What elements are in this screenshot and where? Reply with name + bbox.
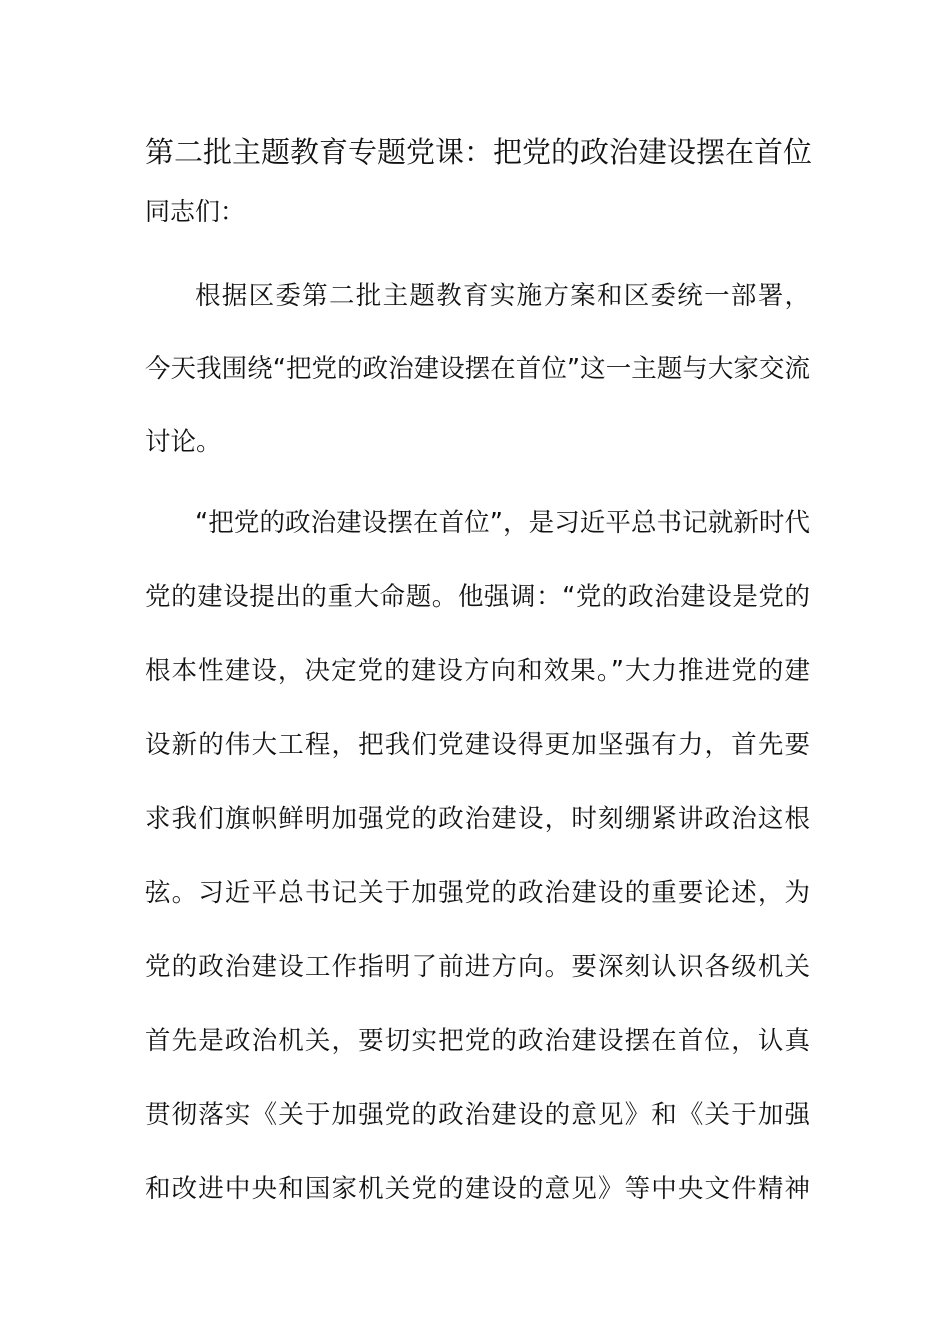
paragraph-2-line-3: 根本性建设，决定党的建设方向和效果。”大力推进党的建 — [145, 656, 810, 686]
document-title: 第二批主题教育专题党课：把党的政治建设摆在首位 — [145, 135, 813, 169]
paragraph-2-line-9: 贯彻落实《关于加强党的政治建设的意见》和《关于加强 — [145, 1100, 810, 1130]
paragraph-2-line-1: “把党的政治建设摆在首位”，是习近平总书记就新时代 — [195, 508, 810, 538]
salutation: 同志们： — [145, 197, 246, 226]
paragraph-2-line-2: 党的建设提出的重大命题。他强调：“党的政治建设是党的 — [145, 582, 810, 612]
paragraph-1-line-2: 今天我围绕“把党的政治建设摆在首位”这一主题与大家交流 — [145, 354, 810, 384]
paragraph-2-line-6: 弦。习近平总书记关于加强党的政治建设的重要论述，为 — [145, 878, 810, 908]
paragraph-2-line-10: 和改进中央和国家机关党的建设的意见》等中央文件精神 — [145, 1174, 810, 1204]
paragraph-2-line-5: 求我们旗帜鲜明加强党的政治建设，时刻绷紧讲政治这根 — [145, 804, 810, 834]
paragraph-1-line-1: 根据区委第二批主题教育实施方案和区委统一部署， — [195, 281, 810, 311]
paragraph-2-line-8: 首先是政治机关，要切实把党的政治建设摆在首位，认真 — [145, 1026, 810, 1056]
paragraph-1-line-3: 讨论。 — [145, 427, 222, 457]
paragraph-2-line-4: 设新的伟大工程，把我们党建设得更加坚强有力，首先要 — [145, 730, 810, 760]
paragraph-2-line-7: 党的政治建设工作指明了前进方向。要深刻认识各级机关 — [145, 952, 810, 982]
